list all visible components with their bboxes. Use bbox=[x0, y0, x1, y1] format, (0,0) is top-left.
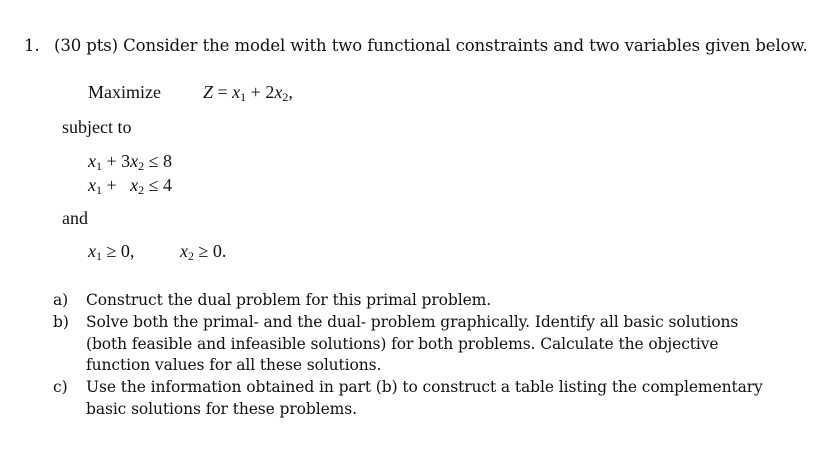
constraint-1-var2: x bbox=[130, 151, 139, 171]
nonneg-x2-sub: 2 bbox=[188, 249, 194, 263]
constraint-1-rhs: 8 bbox=[163, 151, 173, 171]
constraint-1-sub1: 1 bbox=[96, 159, 102, 173]
nonneg-x1-var: x bbox=[88, 241, 96, 261]
objective-coef2: 2 bbox=[265, 82, 275, 102]
constraint-2-rel: ≤ bbox=[148, 175, 159, 195]
part-b bbox=[53, 312, 793, 378]
constraint-1-coef: 3 bbox=[121, 151, 131, 171]
part-c-text: Use the information obtained in part (b) to construct a table listing the complementary basic solutions for these problems. bbox=[86, 378, 763, 418]
constraint-2-var2: x bbox=[130, 175, 139, 195]
part-a-text: Construct the dual problem for this primal problem. bbox=[86, 291, 492, 309]
constraint-2-sub2: 2 bbox=[138, 183, 145, 197]
objective-lhs: Z bbox=[203, 82, 214, 102]
constraint-2-op: + bbox=[106, 175, 117, 195]
equals-sign: = bbox=[217, 82, 233, 102]
part-b-marker: b) bbox=[53, 313, 69, 331]
nonneg-x1-sub: 1 bbox=[96, 249, 102, 263]
part-a-marker: a) bbox=[53, 291, 69, 309]
part-a bbox=[53, 290, 793, 312]
constraint-2-sub1: 1 bbox=[96, 183, 102, 197]
objective-tail: , bbox=[288, 82, 293, 102]
and-label: and bbox=[62, 208, 88, 228]
nonneg-x1-rhs: 0, bbox=[120, 241, 135, 261]
nonneg-x1-rel: ≥ bbox=[106, 241, 117, 261]
problem-intro: (30 pts) Consider the model with two functional constraints and two variables given below. bbox=[54, 36, 808, 55]
maximize-label: Maximize bbox=[88, 82, 161, 102]
nonneg-x1 bbox=[88, 241, 134, 262]
part-c bbox=[53, 377, 793, 421]
nonneg-x2 bbox=[180, 241, 226, 262]
constraint-2-var1: x bbox=[88, 175, 96, 195]
problem-number: 1. bbox=[24, 36, 40, 55]
objective-plus: + bbox=[250, 82, 261, 102]
subject-to-label: subject to bbox=[62, 117, 132, 137]
nonneg-x2-rel: ≥ bbox=[198, 241, 209, 261]
constraint-2-rhs: 4 bbox=[163, 175, 173, 195]
part-b-text: Solve both the primal- and the dual- problem graphically. Identify all basic solutions (both feasible and infeasible solutions) for both problems. Calculate the objective function values for all these solutions. bbox=[86, 313, 739, 374]
constraint-1 bbox=[88, 151, 172, 172]
constraint-1-rel: ≤ bbox=[148, 151, 159, 171]
constraint-1-var1: x bbox=[88, 151, 96, 171]
objective-var2: x bbox=[274, 82, 283, 102]
nonneg-x2-var: x bbox=[180, 241, 188, 261]
objective-sub2: 2 bbox=[282, 90, 289, 104]
constraint-2 bbox=[88, 175, 172, 196]
objective-sub1: 1 bbox=[240, 90, 247, 104]
objective-var1: x bbox=[232, 82, 241, 102]
nonneg-x2-rhs: 0. bbox=[212, 241, 227, 261]
constraint-1-sub2: 2 bbox=[138, 159, 145, 173]
part-c-marker: c) bbox=[53, 378, 68, 396]
objective-function bbox=[203, 82, 293, 103]
constraint-1-op: + bbox=[106, 151, 117, 171]
